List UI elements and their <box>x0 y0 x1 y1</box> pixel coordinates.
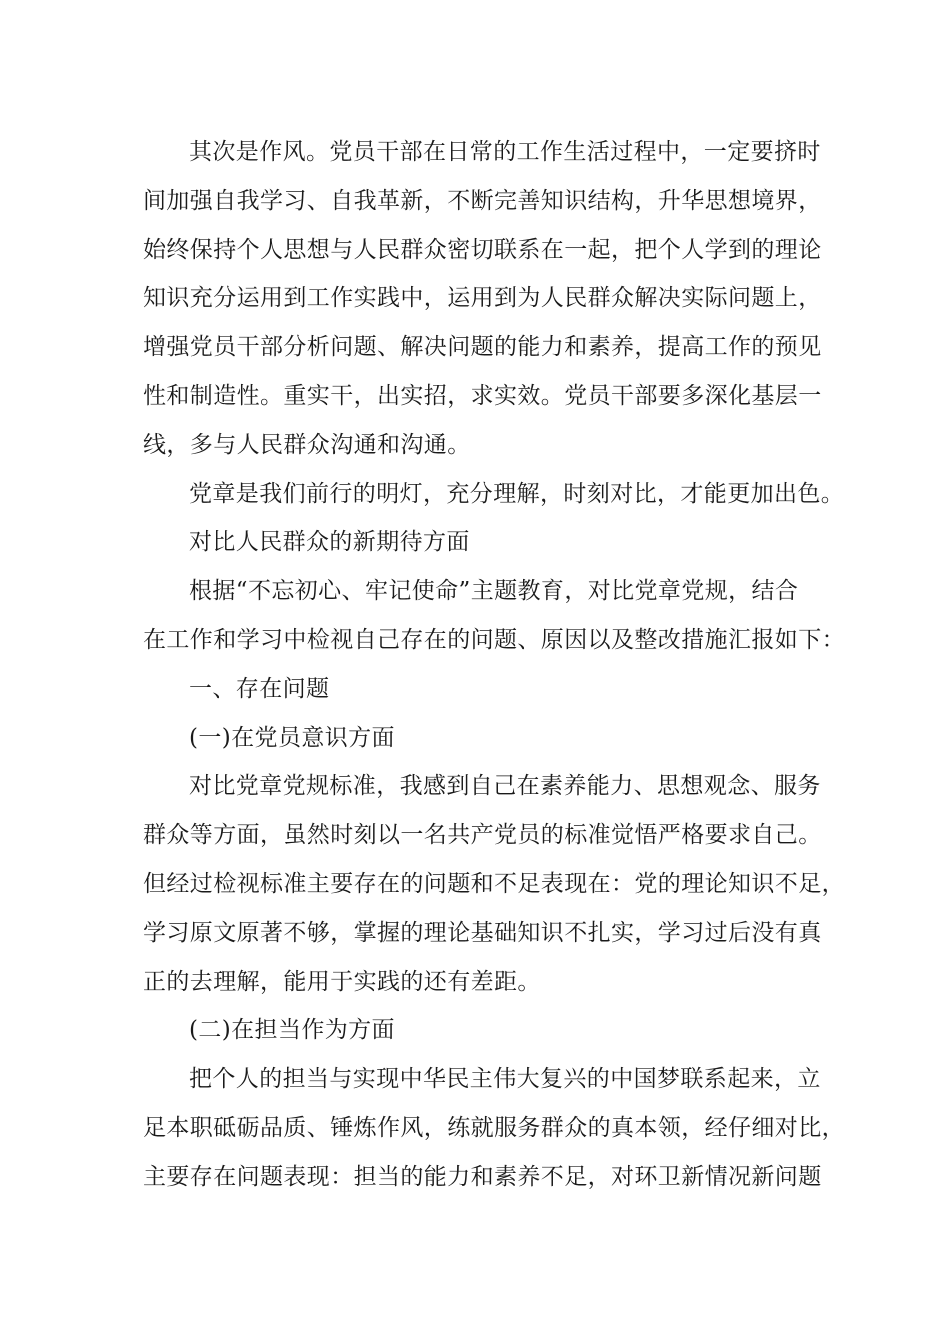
text-line: 在工作和学习中检视自己存在的问题、原因以及整改措施汇报如下： <box>143 626 845 653</box>
text-line: 学习原文原著不够，掌握的理论基础知识不扎实，学习过后没有真 <box>143 919 822 946</box>
text-line: 始终保持个人思想与人民群众密切联系在一起，把个人学到的理论 <box>143 236 822 263</box>
text-line: 主要存在问题表现：担当的能力和素养不足，对环卫新情况新问题 <box>143 1163 822 1190</box>
subsection-heading: (一)在党员意识方面 <box>189 724 395 751</box>
text-line: 正的去理解，能用于实践的还有差距。 <box>143 968 541 995</box>
text-line: 群众等方面，虽然时刻以一名共产党员的标准觉悟严格要求自己。 <box>143 822 822 849</box>
text-line: 其次是作风。党员干部在日常的工作生活过程中，一定要挤时 <box>189 139 821 165</box>
text-line: 对比党章党规标准，我感到自己在素养能力、思想观念、服务 <box>189 773 821 800</box>
text-line: 增强党员干部分析问题、解决问题的能力和素养，提高工作的预见 <box>143 334 822 361</box>
subsection-heading: (二)在担当作为方面 <box>189 1017 395 1044</box>
document-body <box>143 128 845 1202</box>
section-heading: 一、存在问题 <box>189 675 330 702</box>
text-line: 间加强自我学习、自我革新，不断完善知识结构，升华思想境界， <box>143 187 822 214</box>
text-line: 知识充分运用到工作实践中，运用到为人民群众解决实际问题上， <box>143 285 822 312</box>
text-line: 足本职砥砺品质、锤炼作风，练就服务群众的真本领，经仔细对比， <box>143 1114 845 1141</box>
text-line: 但经过检视标准主要存在的问题和不足表现在：党的理论知识不足， <box>143 870 845 897</box>
text-line: 党章是我们前行的明灯，充分理解，时刻对比，才能更加出色。 <box>189 480 845 507</box>
text-line: 线，多与人民群众沟通和沟通。 <box>143 431 471 458</box>
text-line: 性和制造性。重实干，出实招，求实效。党员干部要多深化基层一 <box>143 382 822 409</box>
text-line: 根据“不忘初心、牢记使命”主题教育，对比党章党规，结合 <box>189 578 799 605</box>
text-line: 把个人的担当与实现中华民主伟大复兴的中国梦联系起来，立 <box>189 1066 821 1093</box>
section-heading: 对比人民群众的新期待方面 <box>189 529 470 556</box>
